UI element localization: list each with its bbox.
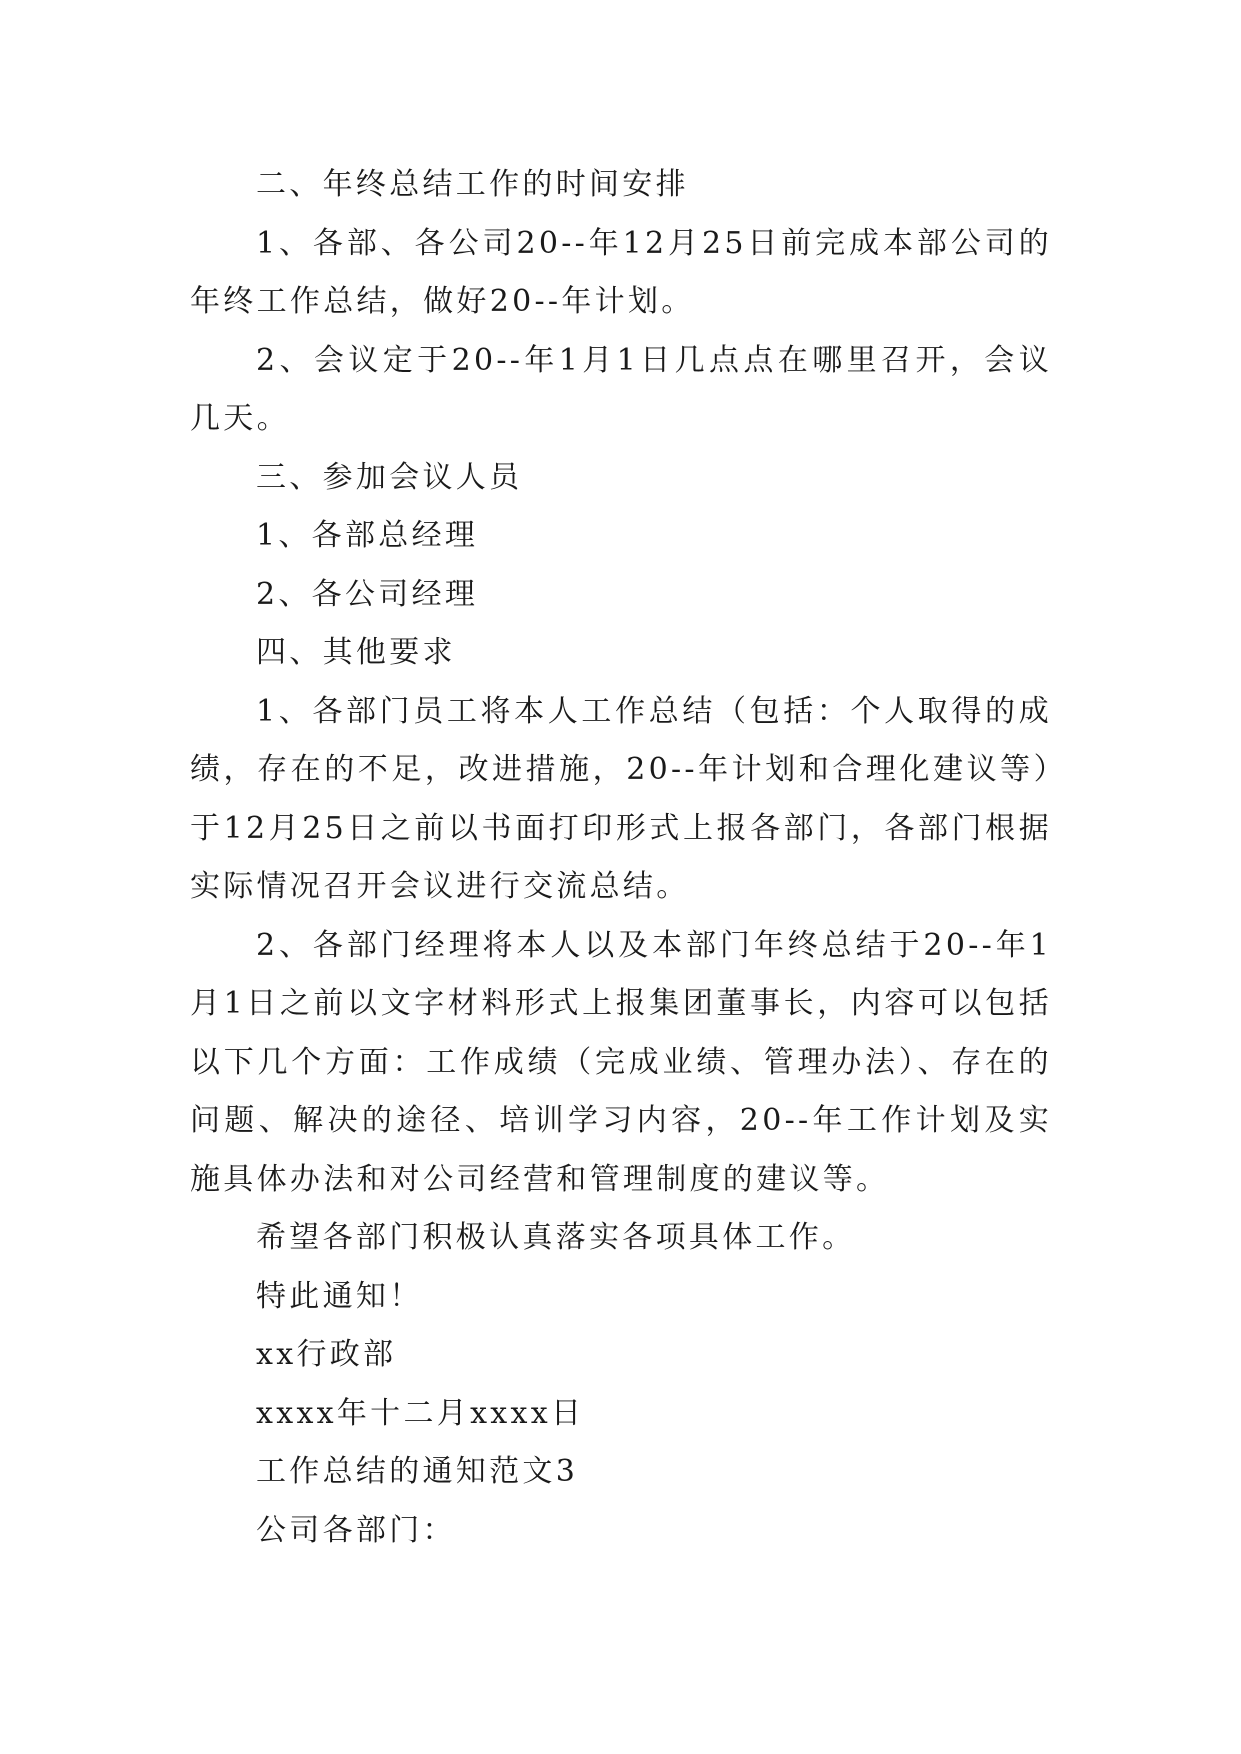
section-heading-other-requirements: 四、其他要求 <box>256 635 456 670</box>
paragraph-attendee-item-2: 2、各公司经理 <box>256 576 479 612</box>
salutation: 公司各部门： <box>256 1512 456 1548</box>
paragraph-requirement-item-2: 2、各部门经理将本人以及本部门年终总结于20--年1月1日之前以文字材料形式上报集团董事长，内容可以包括以下几个方面：工作成绩（完成业绩、管理办法）、存在的问题、解决的途径、培训学习内容，20--年工作计划及实施具体办法和对公司经营和管理制度的建议等。 <box>190 927 1052 1197</box>
document-body <box>190 156 1052 1560</box>
paragraph-closing-hope: 希望各部门积极认真落实各项具体工作。 <box>256 1220 856 1255</box>
section-heading-attendees: 三、参加会议人员 <box>256 459 523 495</box>
signature-department: xx行政部 <box>256 1337 397 1372</box>
paragraph-attendee-item-1: 1、各部总经理 <box>256 518 479 553</box>
next-document-title: 工作总结的通知范文3 <box>256 1454 579 1489</box>
paragraph-notice-ending: 特此通知！ <box>256 1278 423 1314</box>
paragraph-schedule-item-1: 1、各部、各公司20--年12月25日前完成本部公司的年终工作总结，做好20--年计划。 <box>190 225 1052 319</box>
paragraph-requirement-item-1: 1、各部门员工将本人工作总结（包括：个人取得的成绩，存在的不足，改进措施，20--年计划和合理化建议等）于12月25日之前以书面打印形式上报各部门，各部门根据实际情况召开会议进行交流总结。 <box>190 693 1052 904</box>
paragraph-schedule-item-2: 2、会议定于20--年1月1日几点点在哪里召开，会议几天。 <box>190 342 1052 436</box>
section-heading-schedule: 二、年终总结工作的时间安排 <box>256 167 689 202</box>
signature-date: xxxx年十二月xxxx日 <box>256 1395 585 1431</box>
